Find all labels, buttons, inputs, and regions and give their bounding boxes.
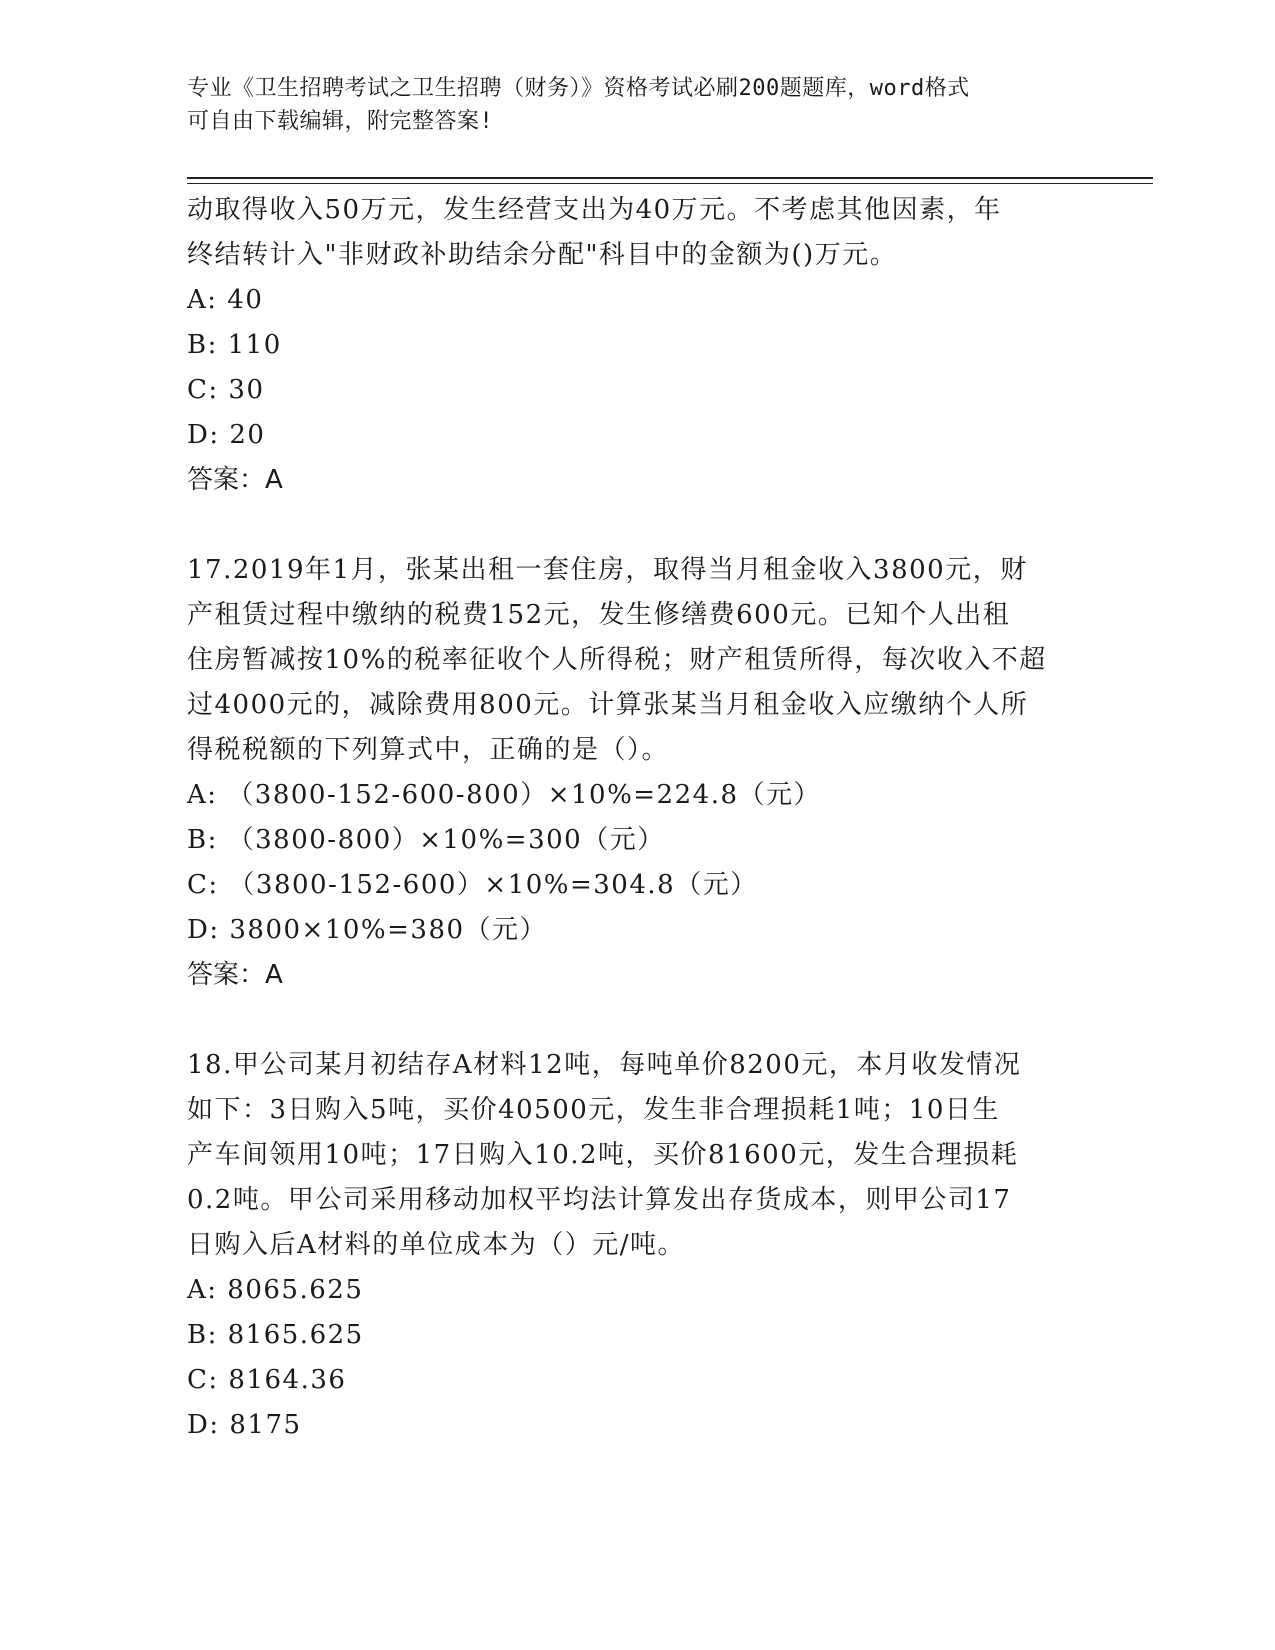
option-b: B: 110: [187, 330, 282, 360]
question-stem-line: 产租赁过程中缴纳的税费152元，发生修缮费600元。已知个人出租: [187, 600, 1011, 630]
question-stem-line: 终结转计入"非财政补助结余分配"科目中的金额为()万元。: [187, 240, 898, 270]
option-c: C: （3800-152-600）×10%=304.8（元）: [187, 870, 758, 900]
question-stem-line: 住房暂减按10%的税率征收个人所得税；财产租赁所得，每次收入不超: [187, 645, 1047, 675]
document-body: [187, 188, 1107, 1448]
option-d: D: 8175: [187, 1410, 302, 1440]
question-stem-line: 动取得收入50万元，发生经营支出为40万元。不考虑其他因素，年: [187, 195, 1002, 225]
question-16: [187, 188, 1107, 503]
question-stem-line: 过4000元的，减除费用800元。计算张某当月租金收入应缴纳个人所: [187, 690, 1029, 720]
question-stem-line: 0.2吨。甲公司采用移动加权平均法计算发出存货成本，则甲公司17: [187, 1185, 1012, 1215]
option-d: D: 3800×10%=380（元）: [187, 915, 548, 945]
option-b: B: 8165.625: [187, 1320, 364, 1350]
question-stem-line: 18.甲公司某月初结存A材料12吨，每吨单价8200元，本月收发情况: [187, 1050, 1022, 1080]
header-line-2: 可自由下载编辑，附完整答案!: [187, 109, 494, 134]
question-stem-line: 17.2019年1月，张某出租一套住房，取得当月租金收入3800元，财: [187, 555, 1028, 585]
option-a: A: （3800-152-600-800）×10%=224.8（元）: [187, 780, 821, 810]
question-stem-line: 如下：3日购入5吨，买价40500元，发生非合理损耗1吨；10日生: [187, 1095, 1000, 1125]
option-a: A: 40: [187, 285, 264, 315]
header-rule-thick: [187, 177, 1153, 179]
option-a: A: 8065.625: [187, 1275, 364, 1305]
spacer: [187, 998, 1107, 1043]
header-rule-thin: [187, 183, 1153, 184]
option-d: D: 20: [187, 420, 266, 450]
answer-line: 答案：A: [187, 465, 283, 495]
question-stem-line: 产车间领用10吨；17日购入10.2吨，买价81600元，发生合理损耗: [187, 1140, 1019, 1170]
spacer: [187, 503, 1107, 548]
option-c: C: 8164.36: [187, 1365, 347, 1395]
page-header: [187, 72, 1087, 138]
question-18: [187, 1043, 1107, 1448]
answer-line: 答案：A: [187, 960, 283, 990]
option-b: B: （3800-800）×10%=300（元）: [187, 825, 665, 855]
question-stem-line: 得税税额的下列算式中，正确的是（）。: [187, 735, 670, 765]
question-stem-line: 日购入后A材料的单位成本为（）元/吨。: [187, 1230, 686, 1260]
header-line-1: 专业《卫生招聘考试之卫生招聘（财务）》资格考试必刷200题题库，word格式: [187, 76, 970, 101]
option-c: C: 30: [187, 375, 265, 405]
question-17: [187, 548, 1107, 998]
